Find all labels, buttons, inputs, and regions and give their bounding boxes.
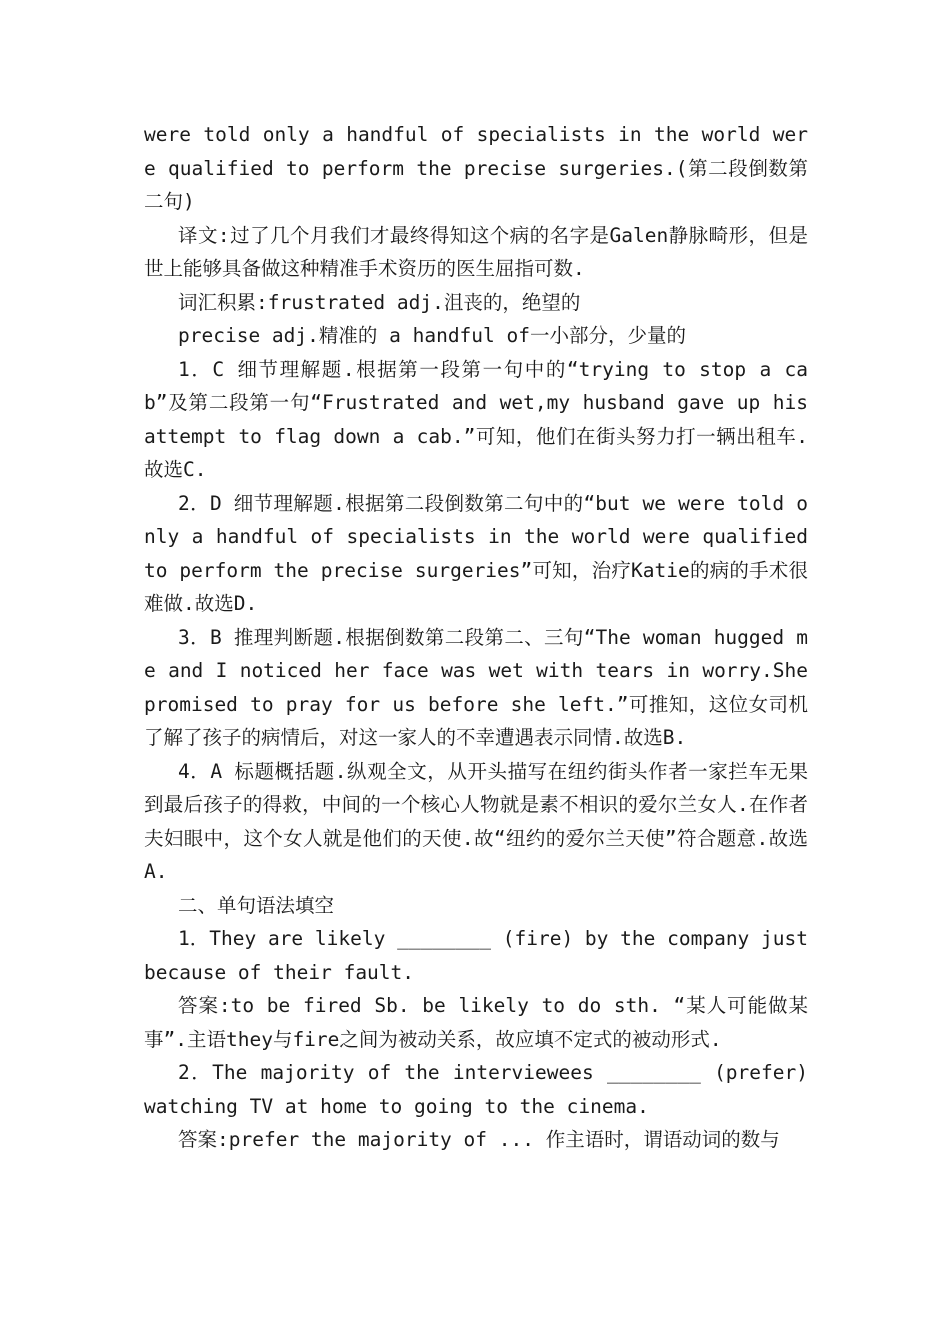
grammar-question-2: 2．The majority of the interviewees ________ (prefer) watching TV at home to going to the cinema. bbox=[144, 1061, 808, 1118]
document-body bbox=[144, 118, 808, 1157]
answer-4: 4．A 标题概括题.纵观全文，从开头描写在纽约街头作者一家拦车无果到最后孩子的得救，中间的一个核心人物就是素不相识的爱尔兰女人.在作者夫妇眼中，这个女人就是他们的天使.故“纽约的爱尔兰天使”符合题意.故选A. bbox=[144, 759, 808, 883]
paragraph-vocabulary-1: 词汇积累:frustrated adj.沮丧的，绝望的 bbox=[178, 290, 581, 314]
grammar-answer-1: 答案:to be fired Sb. be likely to do sth. “某人可能做某事”.主语they与fire之间为被动关系，故应填不定式的被动形式. bbox=[144, 994, 808, 1051]
paragraph-passage-quote: were told only a handful of specialists in the world were qualified to perform the precise surgeries.(第二段倒数第二句) bbox=[144, 123, 808, 213]
answer-1: 1．C 细节理解题.根据第一段第一句中的“trying to stop a cab”及第二段第一句“Frustrated and wet,my husband gave up his attempt to flag down a cab.”可知，他们在街头努力打一辆出租车.故选C. bbox=[144, 357, 808, 481]
answer-2: 2．D 细节理解题.根据第二段倒数第二句中的“but we were told only a handful of specialists in the world were qualified to perform the precise surgeries”可知，治疗Katie的病的手术很难做.故选D. bbox=[144, 491, 808, 615]
paragraph-vocabulary-2: precise adj.精准的 a handful of一小部分，少量的 bbox=[178, 324, 686, 347]
grammar-answer-2: 答案:prefer the majority of ... 作主语时，谓语动词的数与 bbox=[178, 1128, 780, 1151]
grammar-question-1: 1．They are likely ________ (fire) by the company just because of their fault. bbox=[144, 927, 808, 984]
paragraph-translation: 译文:过了几个月我们才最终得知这个病的名字是Galen静脉畸形，但是世上能够具备做这种精准手术资历的医生屈指可数. bbox=[144, 223, 808, 280]
section-heading: 二、单句语法填空 bbox=[178, 893, 335, 917]
answer-3: 3．B 推理判断题.根据倒数第二段第二、三句“The woman hugged me and I noticed her face was wet with tears in worry.She promised to pray for us before she left.”可推知，这位女司机了解了孩子的病情后，对这一家人的不幸遭遇表示同情.故选B. bbox=[144, 625, 808, 749]
